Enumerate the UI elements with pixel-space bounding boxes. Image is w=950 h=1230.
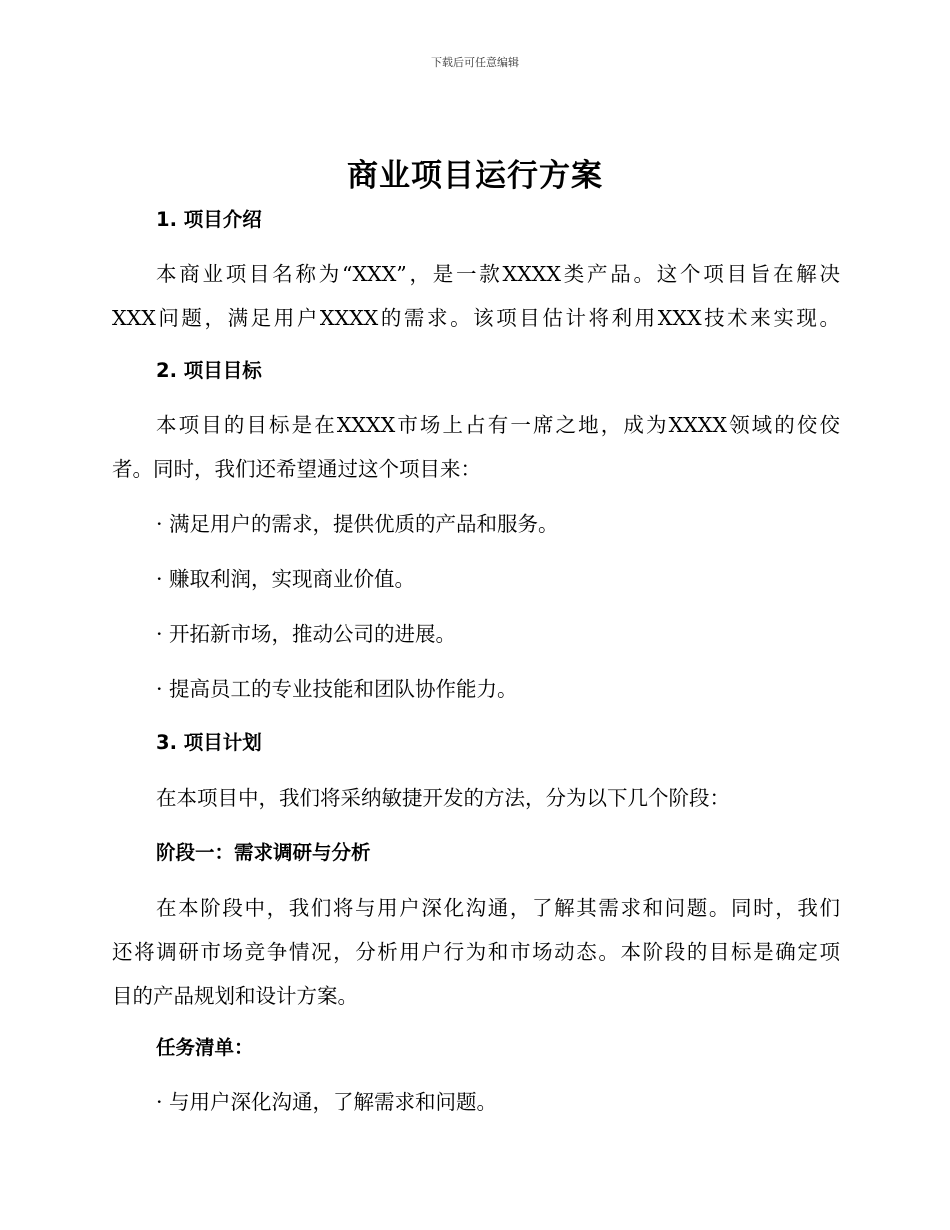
section-1-paragraph-line-1: 本商业项目名称为“XXX”，是一款XXXX类产品。这个项目旨在解决	[156, 262, 840, 286]
list-item: · 满足用户的需求，提供优质的产品和服务。	[156, 512, 559, 536]
document-title: 商业项目运行方案	[347, 158, 603, 194]
phase-1-paragraph-line-1: 在本阶段中，我们将与用户深化沟通，了解其需求和问题。同时，我们	[156, 896, 840, 920]
section-2-heading: 2. 项目目标	[156, 359, 262, 382]
page-header-note: 下载后可任意编辑	[431, 56, 519, 69]
list-item: · 与用户深化沟通，了解需求和问题。	[156, 1090, 498, 1114]
list-item: · 开拓新市场，推动公司的进展。	[156, 622, 457, 646]
list-item: · 赚取利润，实现商业价值。	[156, 567, 416, 591]
section-1-paragraph-line-2: XXX问题，满足用户XXXX的需求。该项目估计将利用XXX技术来实现。	[112, 306, 840, 330]
section-1-heading: 1. 项目介绍	[156, 208, 262, 231]
section-3-paragraph: 在本项目中，我们将采纳敏捷开发的方法，分为以下几个阶段：	[156, 786, 730, 810]
list-item: · 提高员工的专业技能和团队协作能力。	[156, 677, 518, 701]
section-3-heading: 3. 项目计划	[156, 731, 262, 754]
phase-1-heading: 阶段一：需求调研与分析	[156, 841, 371, 864]
section-2-paragraph-line-1: 本项目的目标是在XXXX市场上占有一席之地，成为XXXX领域的佼佼	[156, 413, 840, 437]
phase-1-paragraph-line-2: 还将调研市场竞争情况，分析用户行为和市场动态。本阶段的目标是确定项	[112, 940, 840, 964]
phase-1-paragraph-line-3: 目的产品规划和设计方案。	[112, 984, 358, 1008]
section-2-paragraph-line-2: 者。同时，我们还希望通过这个项目来：	[112, 457, 481, 481]
tasks-heading: 任务清单：	[156, 1036, 254, 1059]
